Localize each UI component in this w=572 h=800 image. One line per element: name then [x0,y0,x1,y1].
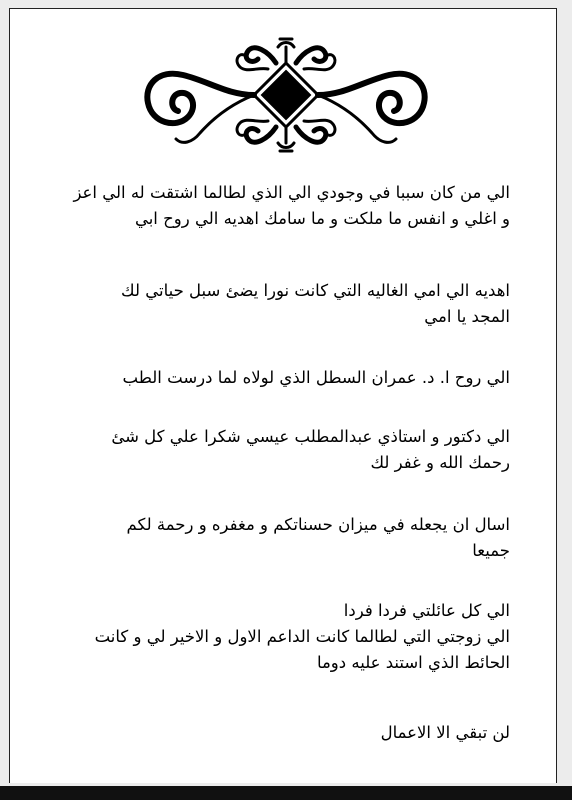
paragraph-line: و اغلي و انفس ما ملكت و ما سامك اهديه الي روح ابي [134,209,510,228]
paragraph-line: الي زوجتي التي لطالما كانت الداعم الاول و الاخير لي و كانت [94,627,510,646]
paragraph-line: اهديه الي امي الغاليه التي كانت نورا يضئ سبل حياتي لك [121,281,510,300]
page-bottom-edge [0,786,572,800]
paragraph-line: الحائط الذي استند عليه دوما [316,653,510,672]
paragraph-1 [73,180,510,232]
paragraph-6 [95,598,510,676]
paragraph-line: لن تبقي الا الاعمال [380,723,510,742]
paragraph-line: المجد يا امي [424,307,510,326]
paragraph-line: الي روح ا. د. عمران السطل الذي لولاه لما درست الطب [122,368,510,387]
paragraph-5 [127,512,510,564]
paragraph-7 [381,720,510,746]
paragraph-3 [123,365,510,391]
paragraph-line: رحمك الله و غفر لك [370,453,510,472]
paragraph-line: الي كل عائلتي فردا فردا [343,601,510,620]
paragraph-line: جميعا [472,541,510,560]
paragraph-line: اسال ان يجعله في ميزان حسناتكم و مغفره و رحمة لكم [126,515,510,534]
paragraph-2 [121,278,510,330]
paragraph-line: الي دكتور و استاذي عبدالمطلب عيسي شكرا علي كل شئ [111,427,510,446]
paragraph-line: الي من كان سببا في وجودي الي الذي لطالما اشتقت له الي اعز [73,183,510,202]
paragraph-4 [111,424,510,476]
decorative-flourish-icon [138,33,434,155]
